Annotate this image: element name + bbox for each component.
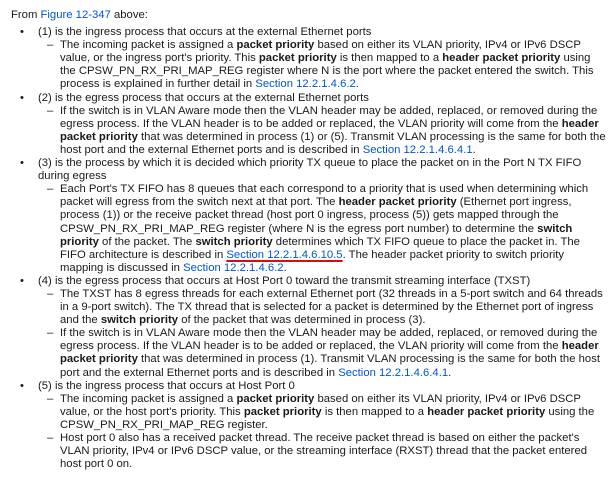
detail-text: The incoming packet is assigned a <box>60 39 237 52</box>
bold-term: switch priority <box>100 314 179 327</box>
bold-term: packet priority <box>243 405 322 418</box>
figure-link[interactable]: Figure 12-347 <box>40 9 111 21</box>
detail-text: of the packet. The <box>98 235 196 248</box>
detail-text: that was determined in process (1) or (5). Transmit VLAN processing is the same for both the host port and the external Ethernet ports and is described in <box>60 130 606 156</box>
bold-term: header packet priority <box>60 340 599 366</box>
bold-term: header packet priority <box>442 52 561 65</box>
process-details <box>38 183 607 275</box>
detail-text: . <box>283 261 287 274</box>
process-item <box>11 26 607 91</box>
bold-term: packet priority <box>258 52 337 65</box>
detail-text: is then mapped to a <box>336 52 443 65</box>
process-detail <box>38 288 607 327</box>
section-link[interactable]: Section 12.2.1.4.6.2 <box>255 78 356 91</box>
process-details <box>38 393 607 472</box>
process-item <box>11 275 607 380</box>
detail-text: that was determined in process (1). Transmit VLAN processing is the same for both the host port and the external Ethernet ports and is described in <box>60 353 600 379</box>
intro-line <box>11 9 607 22</box>
process-detail <box>38 432 607 471</box>
detail-text: If the switch is in VLAN Aware mode then the VLAN header may be added, replaced, or removed during the egress process. If the VLAN header is to be added or replaced, the VLAN priority will come from the <box>60 327 598 353</box>
section-link-highlighted[interactable]: Section 12.2.1.4.6.10.5 <box>226 248 343 261</box>
detail-text: The TXST has 8 egress threads for each external Ethernet port (32 threads in a 5-port switch and 64 threads in a 9-port switch). The TX thread that is selected for a packet is determined by the Ethernet port of ingress and the <box>60 287 603 327</box>
process-details <box>38 105 607 157</box>
detail-text: (Ethernet port ingress, process (1)) or the receive packet thread (host port 0 ingress, process (5)) gets mapped through the CPSW_PN_RX_PRI_MAP_REG register (where N is the egress port number) to determine the <box>60 196 572 235</box>
detail-text: Host port 0 also has a received packet thread. The receive packet thread is based on either the packet's VLAN priority, IPv4 or IPv6 DSCP value, or the streaming interface (RXST) thread that the packet entered host port 0 on. <box>60 432 588 471</box>
process-detail <box>38 393 607 432</box>
section-link[interactable]: Section 12.2.1.4.6.4.1 <box>362 143 473 156</box>
detail-text: of the packet that was determined in process (3). <box>178 314 426 327</box>
process-item <box>11 92 607 157</box>
detail-text: . <box>448 366 452 379</box>
process-details <box>38 288 607 380</box>
detail-text: . The header packet priority to switch priority mapping is discussed in <box>60 248 565 274</box>
detail-text: using the CPSW_PN_RX_PRI_MAP_REG register. <box>60 405 595 431</box>
section-link[interactable]: Section 12.2.1.4.6.2 <box>183 261 284 274</box>
process-title: (5) is the ingress process that occurs at Host Port 0 <box>38 379 295 392</box>
detail-text: based on either its VLAN priority, IPv4 or IPv6 DSCP value, or the ingress port's priority. This <box>60 39 581 65</box>
intro-suffix: above: <box>110 9 148 21</box>
process-detail <box>38 183 607 275</box>
bold-term: packet priority <box>236 392 315 405</box>
detail-text: is then mapped to a <box>321 405 428 418</box>
bold-term: header packet priority <box>60 117 599 143</box>
process-details <box>38 39 607 91</box>
detail-text: . <box>472 143 476 156</box>
detail-text: The incoming packet is assigned a <box>60 392 237 405</box>
detail-text: . <box>355 78 359 91</box>
process-detail <box>38 39 607 91</box>
process-list <box>11 26 607 471</box>
detail-text: Each Port's TX FIFO has 8 queues that each correspond to a priority that is used when determining which packet will egress from the switch next at that port. The <box>60 183 589 209</box>
bold-term: header packet priority <box>427 405 546 418</box>
process-detail <box>38 327 607 379</box>
detail-text: If the switch is in VLAN Aware mode then the VLAN header may be added, replaced, or removed during the egress process. If the VLAN header is to be added or replaced, the VLAN priority will come from the <box>60 104 598 130</box>
process-title: (2) is the egress process that occurs at the external Ethernet ports <box>38 91 369 104</box>
process-title: (4) is the egress process that occurs at Host Port 0 toward the transmit streaming interface (TXST) <box>38 274 531 287</box>
detail-text: based on either its VLAN priority, IPv4 or IPv6 DSCP value, or the host port's priority. This <box>60 392 581 418</box>
process-detail <box>38 105 607 157</box>
detail-text: determines which TX FIFO queue to place the packet in. The FIFO architecture is described in <box>60 235 580 261</box>
bold-term: packet priority <box>236 39 315 52</box>
process-item <box>11 380 607 472</box>
process-title: (3) is the process by which it is decided which priority TX queue to place the packet on in the Port N TX FIFO during egress <box>38 157 582 183</box>
intro-prefix: From <box>11 9 41 21</box>
bold-term: header packet priority <box>338 196 457 209</box>
document <box>11 9 607 471</box>
section-link[interactable]: Section 12.2.1.4.6.4.1 <box>338 366 449 379</box>
bold-term: switch priority <box>60 222 573 248</box>
bold-term: switch priority <box>195 235 273 248</box>
process-title: (1) is the ingress process that occurs at the external Ethernet ports <box>38 26 372 39</box>
process-item <box>11 157 607 275</box>
detail-text: using the CPSW_PN_RX_PRI_MAP_REG register where N is the port where the packet entered the switch. This process is explained in further detail in <box>60 52 594 91</box>
